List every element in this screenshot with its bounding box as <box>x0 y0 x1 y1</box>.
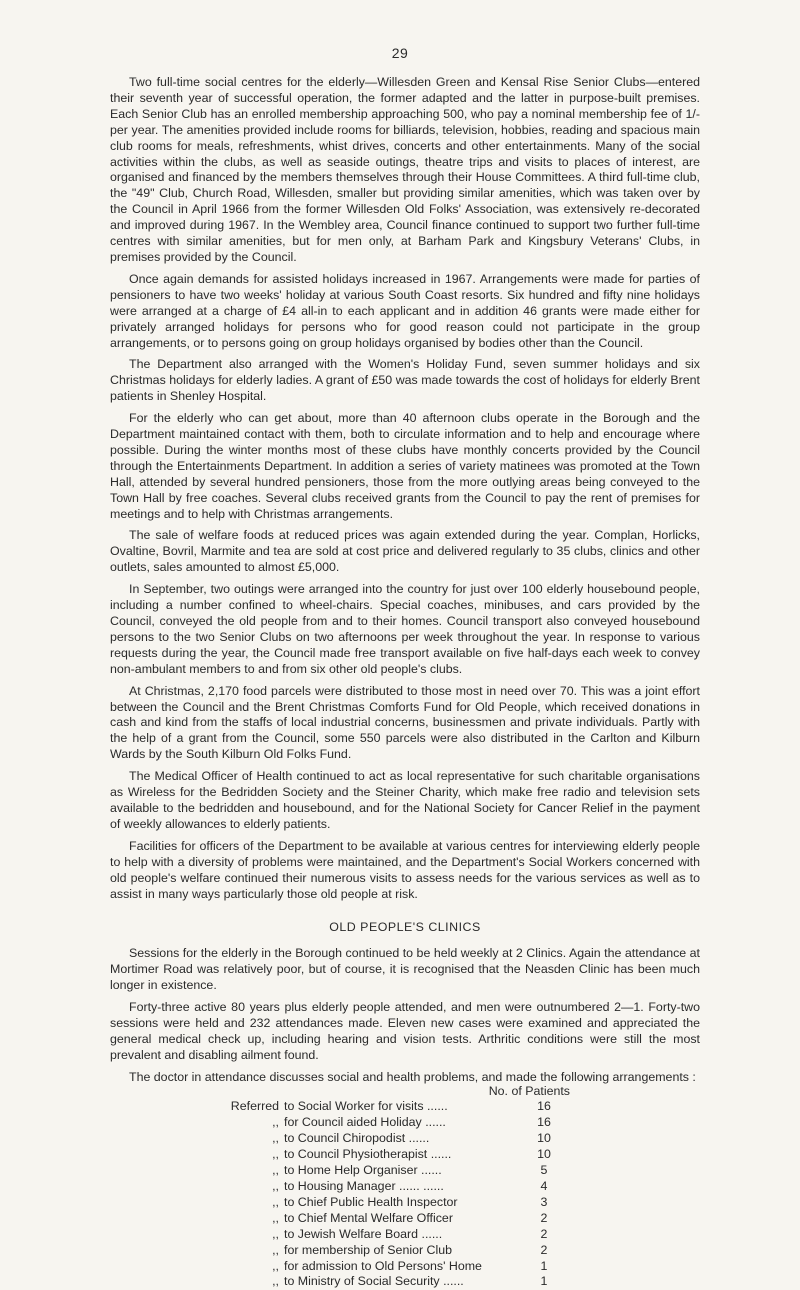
table-row <box>110 1179 700 1195</box>
row-count: 10 <box>537 1131 551 1146</box>
table-row <box>110 1227 700 1243</box>
row-lead: ,, <box>272 1258 279 1273</box>
row-count: 10 <box>537 1147 551 1162</box>
paragraph-clinic-sessions: Sessions for the elderly in the Borough continued to be held weekly at 2 Clinics. Again the attendance at Mortimer Road was relatively poor, but of course, it is recognised that the Neasden Clinic has been much longer in existence. <box>110 946 700 993</box>
row-count: 2 <box>540 1242 548 1257</box>
table-row <box>110 1274 700 1290</box>
table-row <box>110 1259 700 1275</box>
paragraph-outings: In September, two outings were arranged into the country for just over 100 elderly housebound people, including a number confined to wheel-chairs. Special coaches, minibuses, and cars provided by the Council, conveyed the old people from and to their homes. Council transport also conveyed housebound persons to the two Senior Clubs on two afternoons per week throughout the year. In response to various requests during the year, the Council made free transport available on five half-days each week to convey non-ambulant members to and from six other old people's clubs. <box>110 582 700 676</box>
row-label: to Home Help Organiser ...... <box>284 1163 442 1178</box>
paragraph-afternoon-clubs: For the elderly who can get about, more than 40 afternoon clubs operate in the Borough and the Department maintained contact with them, both to circulate information and to help and encourage where possible. During the winter months most of these clubs have monthly concerts provided by the Council through the Entertainments Department. In addition a series of variety matinees was promoted at the Town Hall, attended by several hundred pensioners, those from the more outlying areas being conveyed to the Town Hall by free coaches. Several clubs received grants from the Council to pay the rent of premises for meetings and to help with Christmas arrangements. <box>110 411 700 521</box>
row-lead: Referred <box>230 1099 279 1114</box>
row-label: to Social Worker for visits ...... <box>284 1099 448 1114</box>
row-lead: ,, <box>272 1163 279 1178</box>
row-label: to Housing Manager ...... ...... <box>284 1179 444 1193</box>
row-label: to Council Chiropodist ...... <box>284 1131 430 1146</box>
referrals-column-header: No. of Patients <box>488 1083 570 1098</box>
row-label: to Jewish Welfare Board ...... <box>284 1226 443 1241</box>
row-label: for membership of Senior Club <box>284 1242 453 1257</box>
paragraph-charitable-organisations: The Medical Officer of Health continued to act as local representative for such charitable organisations as Wireless for the Bedridden Society and the Steiner Charity, which make free radio and television sets available to the bedridden and housebound, and for the National Society for Cancer Relief in the payment of weekly allowances to elderly patients. <box>110 769 700 831</box>
row-label: to Chief Public Health Inspector <box>284 1194 458 1209</box>
row-count: 16 <box>537 1115 551 1130</box>
row-count: 3 <box>540 1194 548 1209</box>
body-text <box>110 75 700 1290</box>
row-lead: ,, <box>272 1210 279 1225</box>
paragraph-christmas-parcels: At Christmas, 2,170 food parcels were distributed to those most in need over 70. This was a joint effort between the Council and the Brent Christmas Comforts Fund for Old People, which received donations in cash and kind from the staffs of local industrial concerns, businessmen and private individuals. Partly with the help of a grant from the Council, some 550 parcels were also distributed in the Carlton and Kilburn Wards by the South Kilburn Old Folks Fund. <box>110 683 700 762</box>
table-row <box>110 1195 700 1211</box>
row-lead: ,, <box>272 1115 279 1130</box>
row-count: 5 <box>540 1163 548 1178</box>
paragraph-assisted-holidays: Once again demands for assisted holidays increased in 1967. Arrangements were made for parties of pensioners to have two weeks' holiday at various South Coast resorts. Six hundred and fifty nine holidays were arranged at a charge of £4 all-in to each applicant and in addition 46 grants were made either for privately arranged holidays for persons who for good reason could not participate in the group arrangements, or to persons going on group holidays organised by bodies other than the Council. <box>110 271 700 350</box>
row-lead: ,, <box>272 1242 279 1257</box>
row-label: for admission to Old Persons' Home <box>284 1258 482 1273</box>
table-row <box>110 1147 700 1163</box>
paragraph-social-workers: Facilities for officers of the Department to be available at various centres for interviewing elderly people to help with a diversity of problems were maintained, and the Department's Social Workers concerned with old people's welfare continued their numerous visits to assess needs for the various services as well as to assist in many ways particularly those old people at risk. <box>110 838 700 901</box>
paragraph-welfare-foods: The sale of welfare foods at reduced prices was again extended during the year. Complan, Horlicks, Ovaltine, Bovril, Marmite and tea are sold at cost price and delivered regularly to 35 clubs, clinics and other outlets, sales amounted to almost £5,000. <box>110 528 700 575</box>
row-lead: ,, <box>272 1131 279 1146</box>
section-heading: OLD PEOPLE'S CLINICS <box>329 920 481 935</box>
paragraph-clinic-arrangements: The doctor in attendance discusses social and health problems, and made the following arrangements : <box>129 1069 696 1084</box>
row-lead: ,, <box>272 1274 279 1289</box>
row-count: 1 <box>540 1274 548 1289</box>
referrals-table <box>110 1084 700 1290</box>
row-count: 16 <box>537 1099 551 1114</box>
row-lead: ,, <box>272 1179 279 1193</box>
paragraph-clinic-attendance: Forty-three active 80 years plus elderly people attended, and men were outnumbered 2—1. Forty-two sessions were held and 232 attendances made. Eleven new cases were examined and appreciated the general medical check up, including hearing and vision tests. Arthritic conditions were still the most prevalent and disabling ailment found. <box>110 1000 700 1062</box>
table-row <box>110 1099 700 1115</box>
row-lead: ,, <box>272 1194 279 1209</box>
table-row <box>110 1243 700 1259</box>
row-count: 4 <box>540 1179 548 1193</box>
row-count: 2 <box>540 1226 548 1241</box>
page-number: 29 <box>391 45 409 61</box>
row-label: to Council Physiotherapist ...... <box>284 1147 452 1162</box>
table-row <box>110 1115 700 1131</box>
row-label: for Council aided Holiday ...... <box>284 1115 446 1130</box>
row-label: to Ministry of Social Security ...... <box>284 1274 464 1289</box>
row-lead: ,, <box>272 1226 279 1241</box>
row-label: to Chief Mental Welfare Officer <box>284 1210 453 1225</box>
paragraph-womens-holiday-fund: The Department also arranged with the Women's Holiday Fund, seven summer holidays and six Christmas holidays for elderly ladies. A grant of £50 was made towards the cost of holidays for elderly Brent patients in Shenley Hospital. <box>110 357 700 404</box>
table-row <box>110 1163 700 1179</box>
table-row <box>110 1211 700 1227</box>
row-count: 2 <box>540 1210 548 1225</box>
row-lead: ,, <box>272 1147 279 1162</box>
row-count: 1 <box>540 1258 548 1273</box>
paragraph-senior-clubs: Two full-time social centres for the elderly—Willesden Green and Kensal Rise Senior Clubs—entered their seventh year of successful operation, the former adapted and the latter in purpose-built premises. Each Senior Club has an enrolled membership approaching 500, who pay a nominal membership fee of 1/- per year. The amenities provided include rooms for billiards, television, hobbies, reading and spacious main club rooms for meals, refreshments, whist drives, concerts and other entertainments. Many of the social activities within the clubs, as well as seaside outings, theatre trips and visits to places of interest, are organised and financed by the members themselves through their House Committees. A third full-time club, the "49" Club, Church Road, Willesden, smaller but providing similar amenities, which was taken over by the Council in April 1966 from the former Willesden Old Folks' Association, was extensively re-decorated and improved during 1967. In the Wembley area, Council finance continued to support two further full-time centres with similar amenities, but for men only, at Barham Park and Kingsbury Veterans' Clubs, in premises provided by the Council. <box>110 75 700 264</box>
table-row <box>110 1131 700 1147</box>
